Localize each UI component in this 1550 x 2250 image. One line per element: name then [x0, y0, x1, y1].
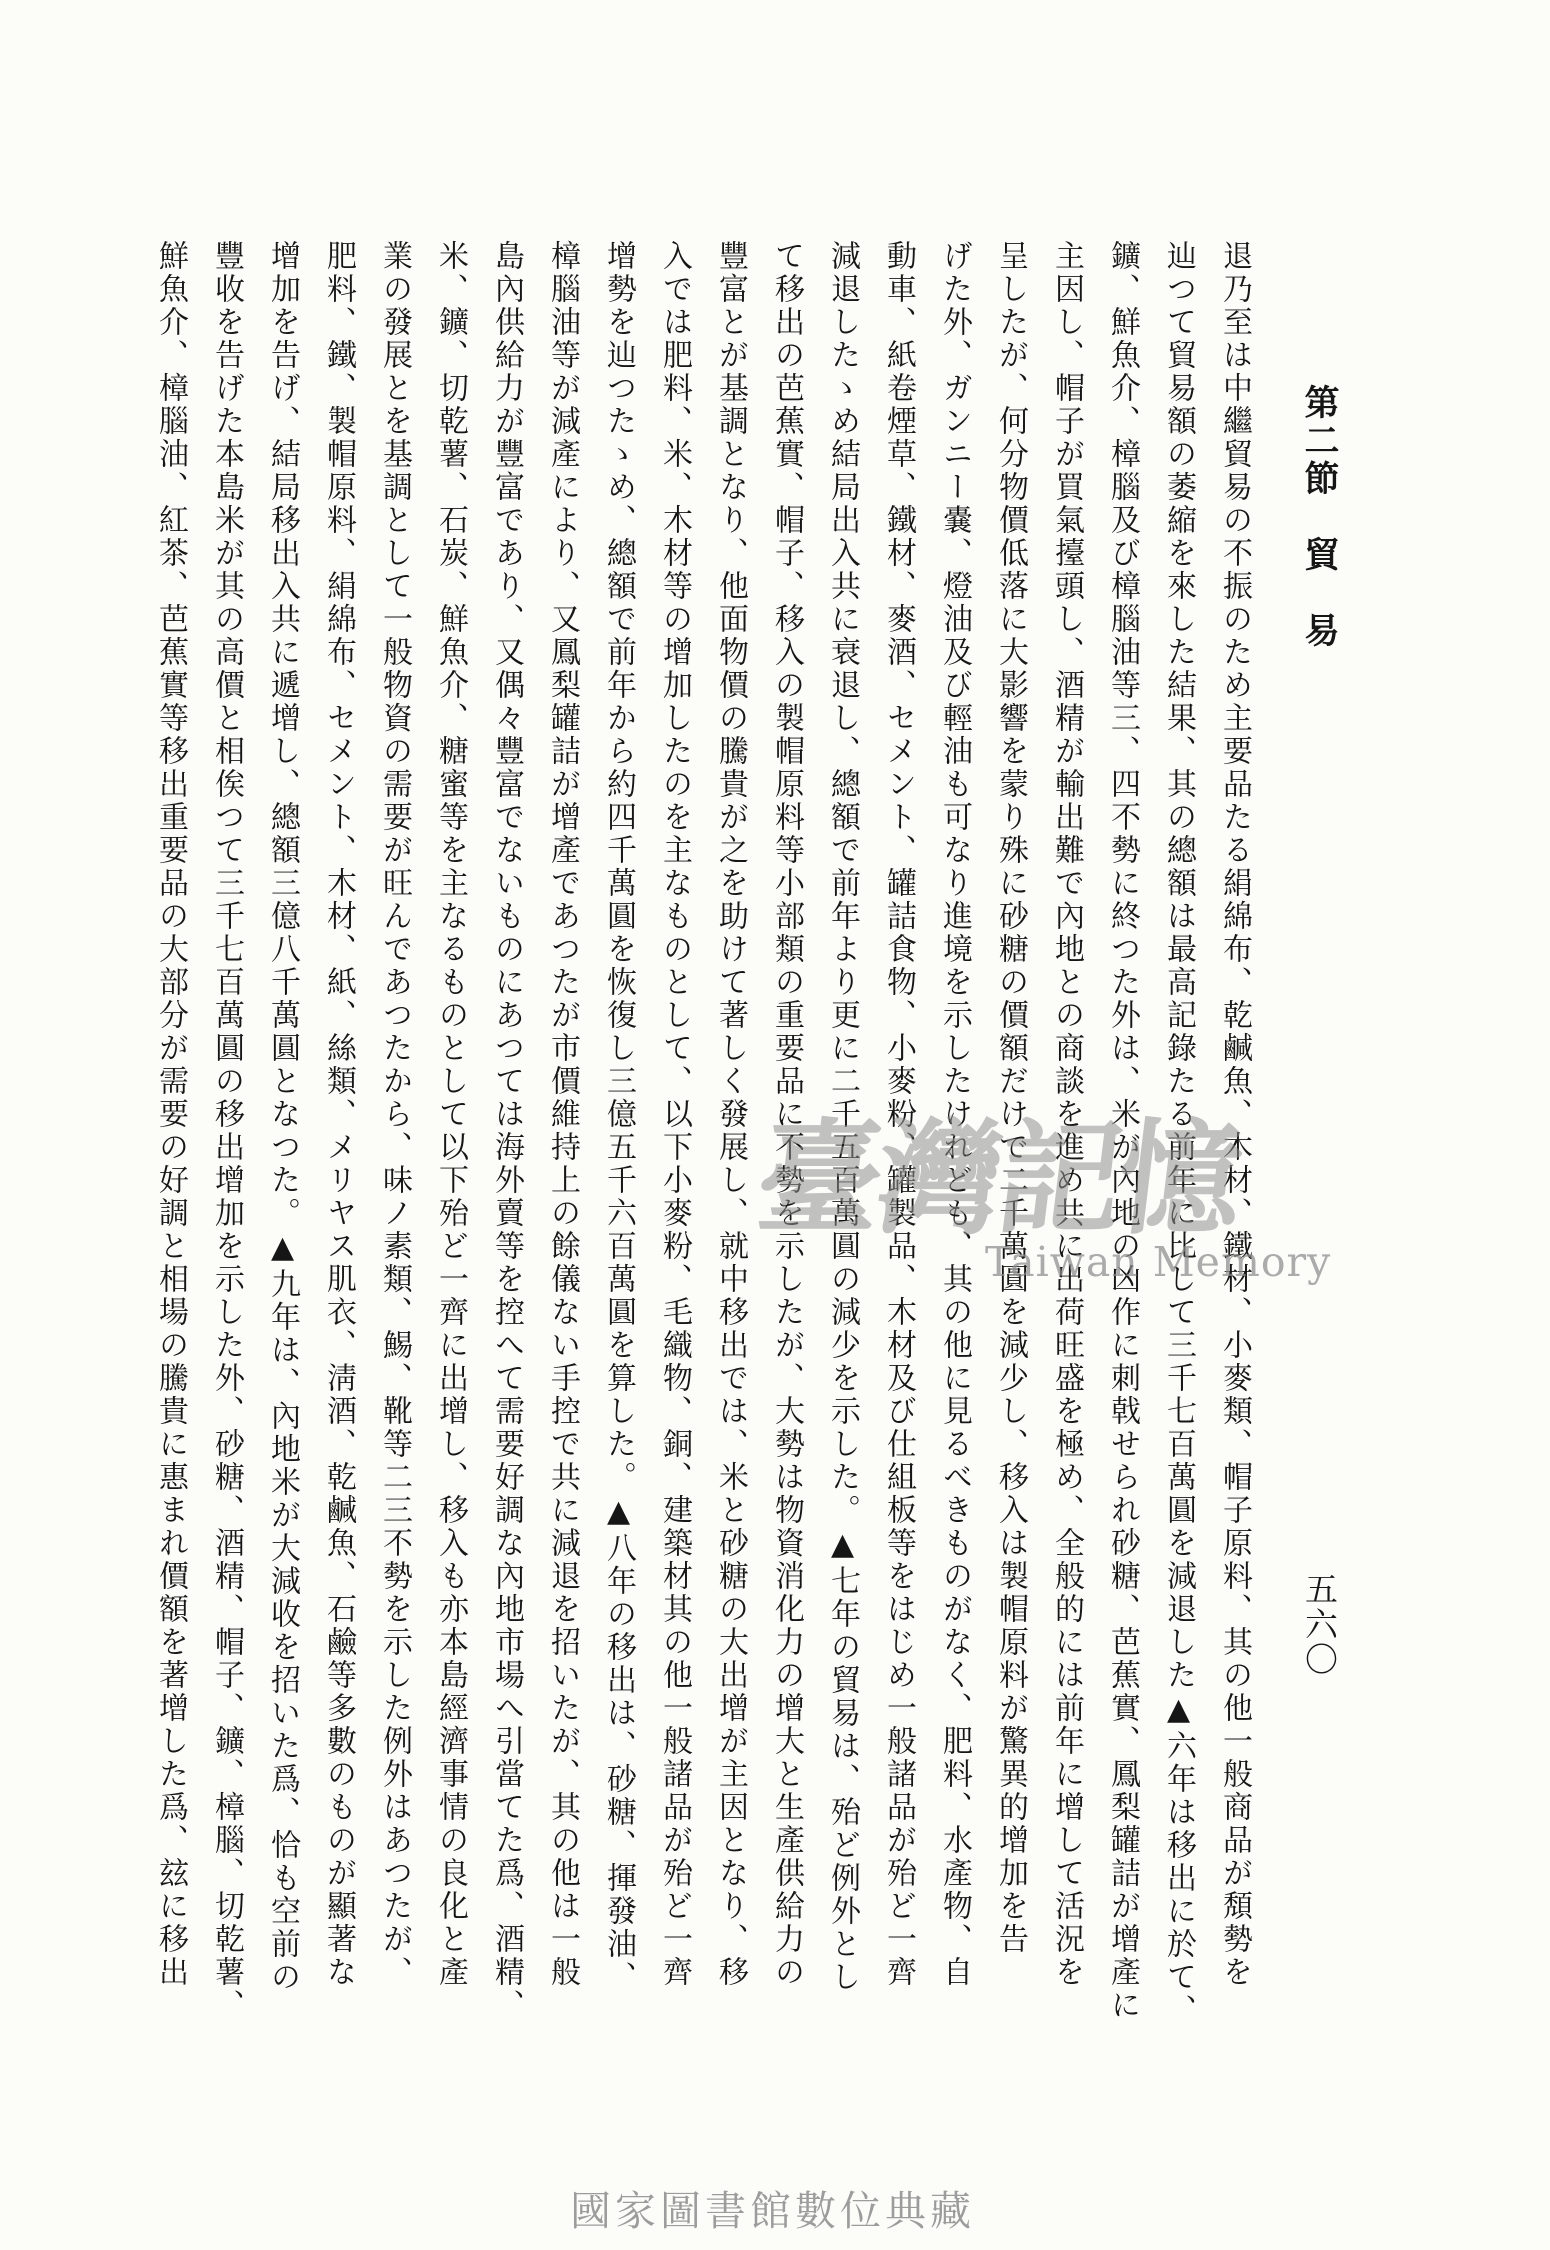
- text-column: 肥料、鐵、製帽原料、絹綿布、セメント、木材、紙、絲類、メリヤス肌衣、淸酒、乾鹹魚、石鹼等多數のものが顯著な: [321, 240, 356, 1989]
- footer-credit: 國家圖書館數位典藏: [570, 2187, 975, 2235]
- text-column: 業の發展とを基調として一般物資の需要が旺んであつたから、味ノ素類、鯣、靴等二三不勢を示した例外はあつたが、: [377, 240, 412, 1989]
- text-column: 豐收を告げた本島米が其の高價と相俟つて三千七百萬圓の移出增加を示した外、砂糖、酒精、帽子、鑛、樟腦、切乾薯、: [209, 240, 244, 2022]
- body-text-columns: [142, 240, 1262, 2040]
- text-column: 辿つて貿易額の萎縮を來した結果、其の總額は最高記錄たる前年に比して三千七百萬圓を減退した▲六年は移出に於て、: [1161, 240, 1196, 2027]
- text-column: 米、鑛、切乾薯、石炭、鮮魚介、糖蜜等を主なるものとして以下殆ど一齊に出增し、移入も亦本島經濟事情の良化と產: [433, 240, 468, 1989]
- text-column: げた外、ガンニー嚢、燈油及び輕油も可なり進境を示したけれども、其の他に見るべきものがなく、肥料、水產物、自: [937, 240, 972, 1989]
- text-column: 增加を告げ、結局移出入共に遞增し、總額三億八千萬圓となつた。▲九年は、內地米が大減收を招いた爲、恰も空前の: [265, 240, 300, 1994]
- watermark-latin-text: Taiwan Memory: [985, 1238, 1332, 1286]
- text-column: 鮮魚介、樟腦油、紅茶、芭蕉實等移出重要品の大部分が需要の好調と相場の騰貴に惠まれ價額を著增した爲、玆に移出: [153, 240, 188, 1989]
- text-column: 樟腦油等が減產により、又鳳梨罐詰が增產であつたが市價維持上の餘儀ない手控で共に減退を招いたが、其の他は一般: [545, 240, 580, 1989]
- watermark-cjk-text: 臺灣記憶: [749, 1107, 1248, 1252]
- text-column: 增勢を辿つたゝめ、總額で前年から約四千萬圓を恢復し三億五千六百萬圓を算した。▲八年の移出は、砂糖、揮發油、: [601, 240, 636, 1994]
- text-column: 呈したが、何分物價低落に大影響を蒙り殊に砂糖の價額だけで二千萬圓を減少し、移入は製帽原料が驚異的增加を告: [993, 240, 1028, 1956]
- text-column: 豐富とが基調となり、他面物價の騰貴が之を助けて著しく發展し、就中移出では、米と砂糖の大出增が主因となり、移: [713, 240, 748, 1989]
- text-column: 退乃至は中繼貿易の不振のため主要品たる絹綿布、乾鹹魚、木材、鐵材、小麥類、帽子原料、其の他一般商品が頽勢を: [1217, 240, 1252, 1989]
- text-column: 入では肥料、米、木材等の增加したのを主なものとして、以下小麥粉、毛織物、銅、建築材其の他一般諸品が殆ど一齊: [657, 240, 692, 1989]
- section-header: 第二節 貿 易: [1299, 384, 1340, 650]
- text-column: 島內供給力が豐富であり、又偶々豐富でないものにあつては海外賣等を控へて需要好調な內地市場へ引當てた爲、酒精、: [489, 240, 524, 2022]
- text-column: 主因し、帽子が買氣擡頭し、酒精が輸出難で內地との商談を進め共に出荷旺盛を極め、全般的には前年に增して活況を: [1049, 240, 1084, 1989]
- text-column: て移出の芭蕉實、帽子、移入の製帽原料等小部類の重要品に不勢を示したが、大勢は物資消化力の增大と生產供給力の: [769, 240, 804, 1989]
- text-column: 減退したゝめ結局出入共に衰退し、總額で前年より更に二千五百萬圓の減少を示した。▲七年の貿易は、殆ど例外とし: [825, 240, 860, 1994]
- page-number: 五六〇: [1300, 1572, 1339, 1677]
- text-column: 動車、紙卷煙草、鐵材、麥酒、セメント、罐詰食物、小麥粉、罐製品、木材及び仕組板等をはじめ一般諸品が殆ど一齊: [881, 240, 916, 1989]
- text-column: 鑛、鮮魚介、樟腦及び樟腦油等三、四不勢に終つた外は、米が內地の凶作に刺戟せられ砂糖、芭蕉實、鳳梨罐詰が增產に: [1105, 240, 1140, 2022]
